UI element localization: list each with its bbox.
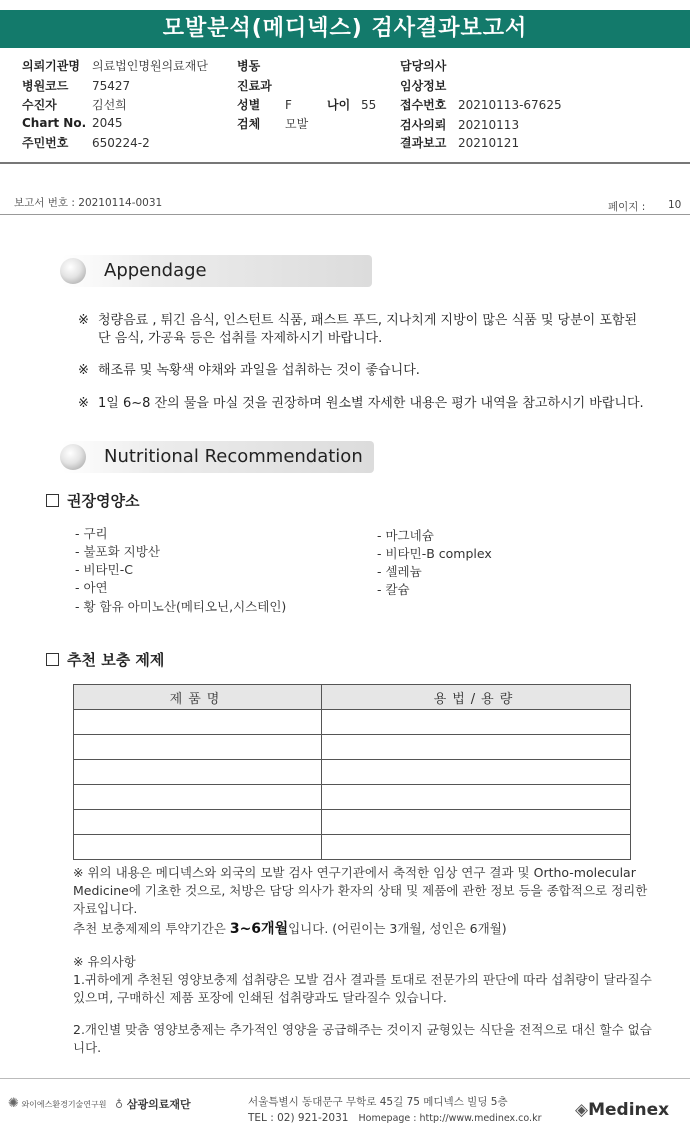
header-field: 접수번호 20210113-67625 <box>400 98 562 112</box>
header-field: 병동 <box>237 59 261 73</box>
header-field: 결과보고 20210121 <box>400 136 520 150</box>
ys-institute-logo: ✺ 와이에스환경기술연구원 <box>8 1096 107 1111</box>
table-header-row <box>74 685 631 710</box>
table-row <box>74 835 631 860</box>
caution-item: 2.개인별 맞춤 영양보충제는 추가적인 영양을 공급해주는 것이지 균형있는 식단을 전적으로 대신 할수 없습니다. <box>73 1022 652 1055</box>
nutrient-item: - 아연 <box>75 580 108 595</box>
medinex-logo: ◈Medinex <box>575 1100 670 1120</box>
meta-divider <box>0 214 690 215</box>
appendage-heading: Appendage <box>104 260 207 281</box>
gear-logo-icon: ✺ <box>8 1096 19 1111</box>
nutrient-item: - 비타민-C <box>75 562 133 577</box>
recommended-nutrients-title: 권장영양소 <box>46 490 139 511</box>
bullet-ball-icon <box>60 258 86 284</box>
nutrition-section-header <box>62 441 374 473</box>
diamond-logo-icon: ◈ <box>575 1100 589 1120</box>
bullet-ball-icon <box>60 444 86 470</box>
appendage-note: ※ 해조류 및 녹황색 야채와 과일을 섭취하는 것이 좋습니다. <box>78 363 420 378</box>
header-field: 병원코드 75427 <box>22 79 131 93</box>
header-field: 임상정보 <box>400 79 447 93</box>
footer-divider <box>0 1078 690 1079</box>
footer-contact: TEL : 02) 921-2031 Homepage : http://www.medinex.co.kr <box>248 1112 542 1124</box>
footnote-text: ※ 위의 내용은 메디넥스와 외국의 모발 검사 연구기관에서 축적한 임상 연구 결과 및 Ortho-molecular Medicine에 기초한 것으로, 처방은 담당 의사가 환자의 상태 및 제품에 관한 정보 등을 종합적으로 정리한 자료입니다. <box>73 865 648 916</box>
header-field: 수진자 김선희 <box>22 98 127 112</box>
nutrient-item: - 칼슘 <box>377 582 410 597</box>
header-field: 성별 F <box>237 98 292 112</box>
nutrition-heading: Nutritional Recommendation <box>104 446 363 467</box>
table-row <box>74 760 631 785</box>
header-field: 검체 모발 <box>237 117 309 131</box>
appendage-note: ※ 청량음료 , 튀긴 음식, 인스턴트 식품, 패스트 푸드, 지나치게 지방이 많은 식품 및 당분이 포함된 단 음식, 가공육 등은 섭취를 자제하시기 바랍니다. <box>78 313 638 346</box>
header-field: 담당의사 <box>400 59 447 73</box>
header-divider <box>0 162 690 164</box>
nutrient-item: - 불포화 지방산 <box>75 544 160 559</box>
reference-mark-icon: ※ <box>78 313 89 328</box>
table-row <box>74 735 631 760</box>
supplement-table <box>73 684 631 860</box>
table-row <box>74 710 631 735</box>
appendage-section-header <box>62 255 372 287</box>
checkbox-square-icon <box>46 653 59 666</box>
caution-item: 1.귀하에게 추천된 영양보충제 섭취량은 모발 검사 결과를 토대로 전문가의 판단에 따라 섭취량이 달라질수 있으며, 구매하신 제품 포장에 인쇄된 섭취량과도 달라질수 있습니다. <box>73 972 652 1005</box>
samkwang-mark-icon: ♁ <box>115 1098 124 1111</box>
appendage-note: ※ 1일 6~8 잔의 물을 마실 것을 권장하며 원소별 자세한 내용은 평가 내역을 참고하시기 바랍니다. <box>78 396 644 411</box>
header-field: 주민번호 650224-2 <box>22 136 150 150</box>
header-field: 검사의뢰 20210113 <box>400 118 520 132</box>
header-field: 진료과 <box>237 79 272 93</box>
nutrient-item: - 셀레늄 <box>377 564 422 579</box>
reference-mark-icon: ※ <box>78 396 89 411</box>
supplement-title: 추천 보충 제제 <box>46 649 164 670</box>
header-field: Chart No. 2045 <box>22 116 123 130</box>
page-label: 페이지 : <box>608 201 646 213</box>
checkbox-square-icon <box>46 494 59 507</box>
footer-address-block <box>248 1094 541 1127</box>
footer-address: 서울특별시 동대문구 무학로 45길 75 메디넥스 빌딩 5층 <box>248 1096 508 1108</box>
nutrient-item: - 황 함유 아미노산(메티오닌,시스테인) <box>75 599 287 614</box>
dosage-period-line: 추천 보충제제의 투약기간은 3~6개월입니다. (어린이는 3개월, 성인은 6개월) <box>73 921 507 937</box>
samkwang-logo: ♁ 삼광의료재단 <box>115 1098 191 1111</box>
product-name-header: 제품명 <box>74 685 322 710</box>
report-title: 모발분석(메디넥스) 검사결과보고서 <box>0 10 690 48</box>
caution-title: ※ 유의사항 <box>73 954 136 969</box>
report-number: 보고서 번호 : 20210114-0031 <box>14 197 163 209</box>
dosage-header: 용법/용량 <box>322 685 631 710</box>
header-field-age: 나이 55 <box>327 98 377 112</box>
table-row <box>74 785 631 810</box>
table-row <box>74 810 631 835</box>
nutrient-item: - 비타민-B complex <box>377 546 492 561</box>
nutrient-item: - 구리 <box>75 526 108 541</box>
page-number: 10 <box>668 199 682 211</box>
nutrient-item: - 마그네슘 <box>377 528 434 543</box>
header-field: 의뢰기관명 의료법인명원의료재단 <box>22 59 208 73</box>
reference-mark-icon: ※ <box>78 363 89 378</box>
